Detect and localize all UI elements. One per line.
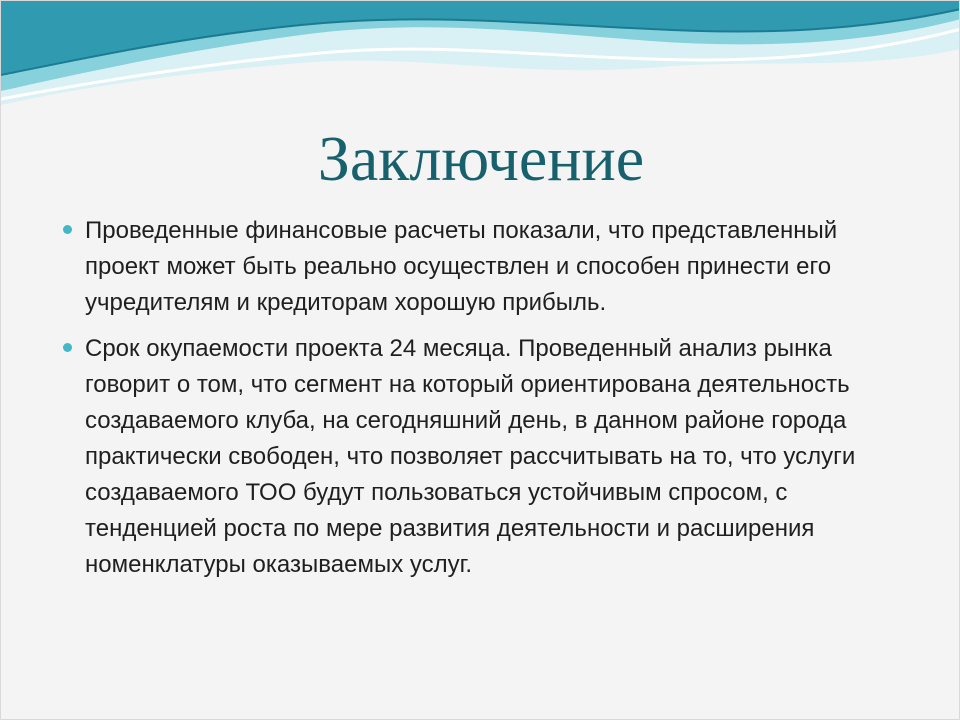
bullet-dot-icon — [63, 343, 72, 352]
slide-title: Заключение — [317, 123, 645, 194]
bullet-text-1: Проведенные финансовые расчеты показали, что представленный проект может быть реально осуществлен и способен принести его учредителям и кредиторам хорошую прибыль. — [85, 217, 838, 316]
bullet-text-2: Срок окупаемости проекта 24 месяца. Проведенный анализ рынка говорит о том, что сегмент на который ориентирована деятельность создаваемого клуба, на сегодняшний день, в данном районе города практически свободен, что позволяет рассчитывать на то, что услуги создаваемого ТОО будут пользоваться устойчивым спросом, с тенденцией роста по мере развития деятельности и расширения номенклатуры оказываемых услуг. — [85, 335, 856, 578]
bullet-item-1 — [63, 213, 903, 321]
wave-header-decoration — [1, 1, 960, 121]
bullet-item-2 — [63, 331, 903, 583]
bullet-list — [63, 213, 903, 593]
bullet-dot-icon — [63, 225, 72, 234]
